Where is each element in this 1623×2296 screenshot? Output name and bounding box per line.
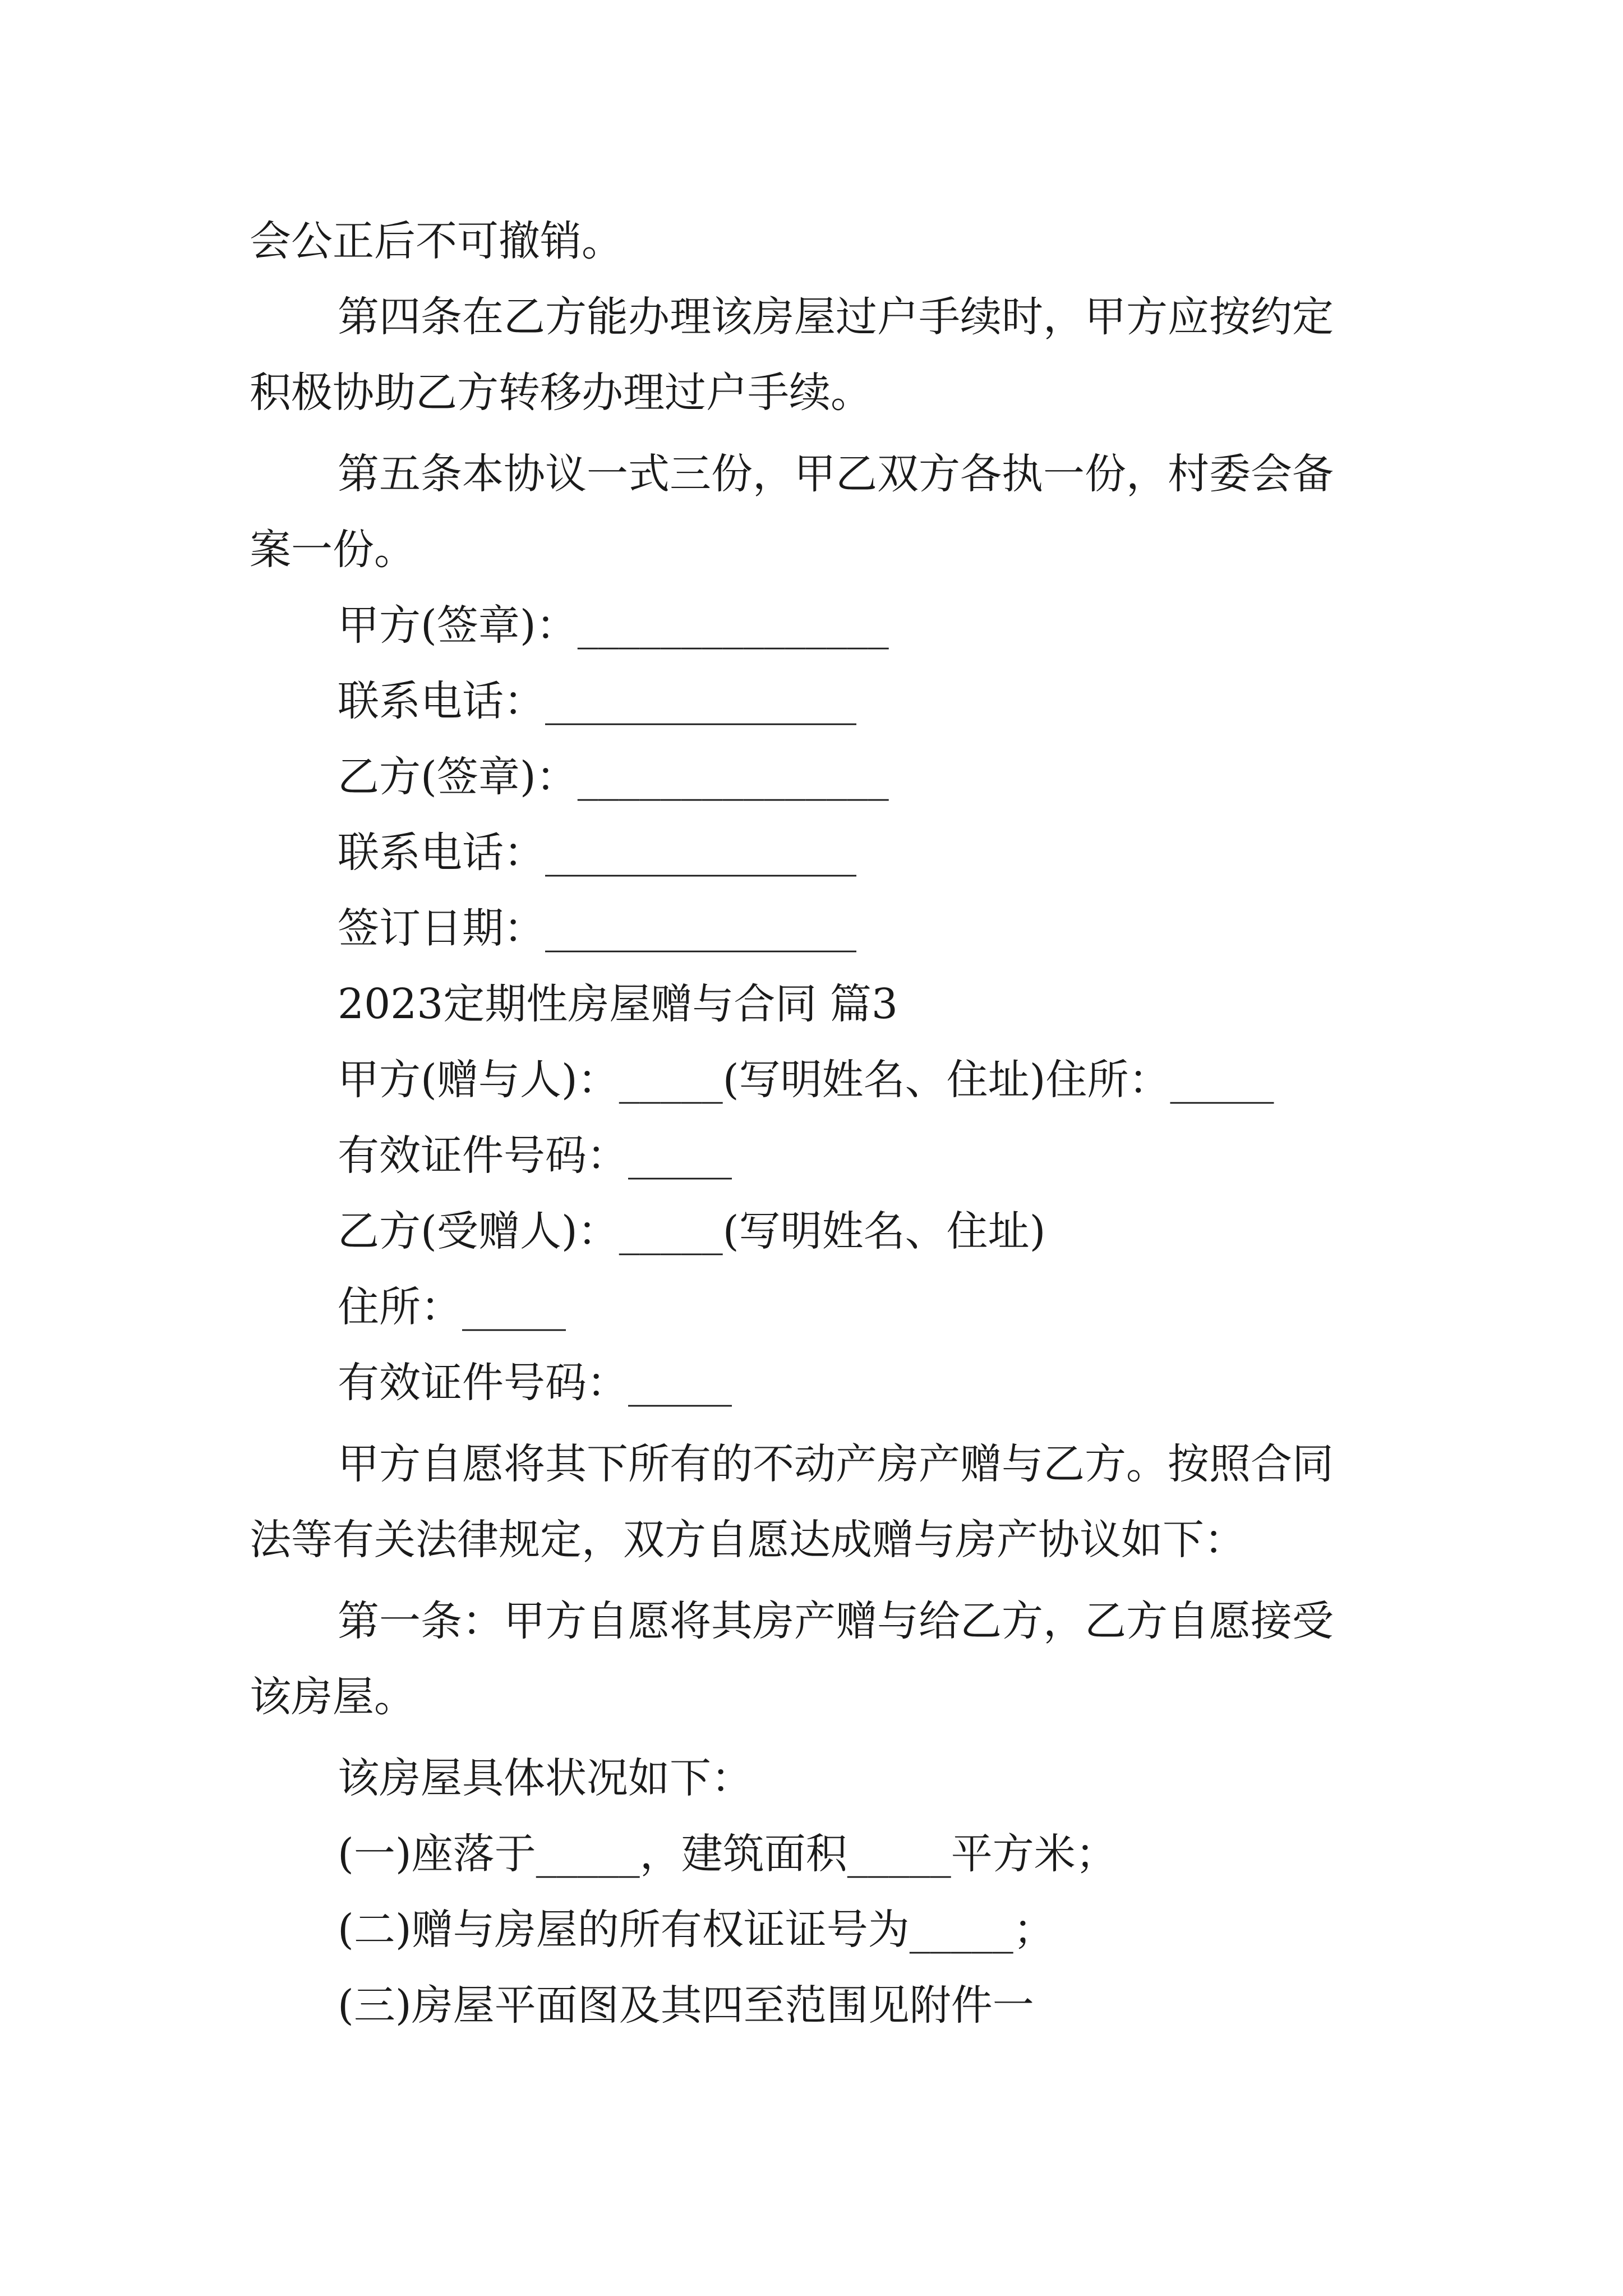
text-line: 会公正后不可撤销。 [250,217,623,265]
text-line: (一)座落于_____，建筑面积_____平方米； [338,1830,1117,1878]
text-line: 有效证件号码：_____ [338,1359,732,1407]
phone-line-party-b: 联系电话：_______________ [338,829,856,877]
text-line: 甲方自愿将其下所有的不动产房产赠与乙方。按照合同 [338,1440,1334,1488]
text-line: 住所：_____ [338,1283,566,1331]
signature-line-party-b: 乙方(签章)：_______________ [338,753,889,801]
text-line: 第五条本协议一式三份，甲乙双方各执一份，村委会备 [338,450,1334,498]
phone-line-party-a: 联系电话：_______________ [338,677,856,725]
text-line: 乙方(受赠人)：_____(写明姓名、住址) [338,1207,1046,1255]
text-line: 积极协助乙方转移办理过户手续。 [250,369,872,417]
text-line: 有效证件号码：_____ [338,1131,732,1180]
text-line: 该房屋。 [250,1673,416,1721]
text-line: 该房屋具体状况如下： [338,1754,753,1802]
section-heading: 2023定期性房屋赠与合同 篇3 [338,980,898,1028]
signature-line-party-a: 甲方(签章)：_______________ [338,601,889,650]
text-line: 甲方(赠与人)：_____(写明姓名、住址)住所：_____ [338,1056,1274,1104]
text-line: 案一份。 [250,526,416,574]
text-line: 法等有关法律规定，双方自愿达成赠与房产协议如下： [250,1516,1246,1564]
text-line: (二)赠与房屋的所有权证证号为_____； [338,1906,1055,1954]
text-line: 第一条：甲方自愿将其房产赠与给乙方，乙方自愿接受 [338,1597,1334,1645]
sign-date-line: 签订日期：_______________ [338,904,856,953]
text-line: 第四条在乙方能办理该房屋过户手续时，甲方应按约定 [338,293,1334,341]
text-line: (三)房屋平面图及其四至范围见附件一 [338,1981,1034,2030]
